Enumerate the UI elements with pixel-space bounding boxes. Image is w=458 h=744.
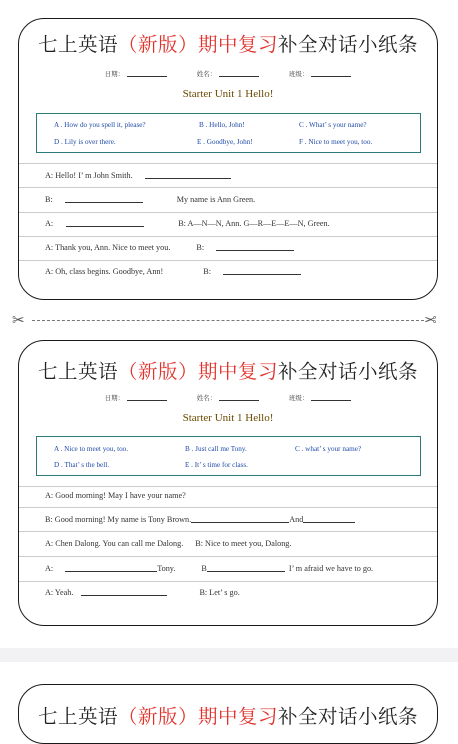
divider xyxy=(19,556,437,557)
answer-blank[interactable] xyxy=(216,249,294,251)
answer-blank[interactable] xyxy=(81,594,167,596)
dialogue-line-5: A: Oh, class begins. Goodbye, Ann! B: xyxy=(45,267,301,276)
options-box xyxy=(36,436,421,476)
option-c: C . what’ s your name? xyxy=(295,445,362,453)
divider xyxy=(19,187,437,188)
option-f: F . Nice to meet you, too. xyxy=(299,138,373,146)
answer-blank[interactable] xyxy=(303,521,355,523)
divider xyxy=(19,486,437,487)
class-field: 班级： xyxy=(289,69,352,78)
divider xyxy=(19,581,437,582)
dialogue-line-4: A: Thank you, Ann. Nice to meet you. B: xyxy=(45,243,294,252)
dialogue-line-3: A: B: A—N—N, Ann. G—R—E—E—N, Green. xyxy=(45,219,330,228)
class-field: 班级： xyxy=(289,393,352,402)
option-e: E . Goodbye, John! xyxy=(197,138,253,146)
option-a: A . Nice to meet you, too. xyxy=(54,445,129,453)
student-info-row xyxy=(19,69,437,78)
dialogue-line-2: B: My name is Ann Green. xyxy=(45,195,256,204)
divider xyxy=(19,531,437,532)
option-c: C . What’ s your name? xyxy=(299,121,367,129)
option-b: B . Just call me Tony. xyxy=(185,445,247,453)
card-title: 七上英语（新版）期中复习补全对话小纸条 xyxy=(37,705,419,728)
option-e: E . It’ s time for class. xyxy=(185,461,248,469)
option-b: B . Hello, John! xyxy=(199,121,245,129)
date-field: 日期： xyxy=(105,69,168,78)
answer-blank[interactable] xyxy=(65,201,143,203)
card-title: 七上英语（新版）期中复习补全对话小纸条 xyxy=(37,360,419,383)
dialogue-line-3: A: Chen Dalong. You can call me Dalong. B: Nice to meet you, Dalong. xyxy=(45,539,292,548)
divider xyxy=(19,163,437,164)
answer-blank[interactable] xyxy=(65,570,157,572)
scissors-icon: ✂ xyxy=(12,313,25,329)
options-box xyxy=(36,113,421,153)
dialogue-line-1: A: Hello! I’ m John Smith. xyxy=(45,171,231,180)
answer-blank[interactable] xyxy=(223,273,301,275)
option-a: A . How do you spell it, please? xyxy=(54,121,146,129)
scissors-icon: ✂ xyxy=(424,313,437,329)
page-gap xyxy=(0,648,458,662)
dialogue-card-2 xyxy=(18,340,438,626)
title-part-1: 七上英语 xyxy=(37,33,118,56)
card-title xyxy=(19,29,437,57)
dialogue-line-1: A: Good morning! May I have your name? xyxy=(45,491,186,500)
title-part-red: （新版）期中复习 xyxy=(117,33,278,56)
dialogue-line-2: B: Good morning! My name is Tony Brown. And xyxy=(45,515,355,524)
cut-line xyxy=(32,320,424,321)
dialogue-line-4: A: Tony. B I’ m afraid we have to go. xyxy=(45,564,374,573)
unit-heading: Starter Unit 1 Hello! xyxy=(182,412,274,424)
divider xyxy=(19,507,437,508)
student-info-row xyxy=(19,393,437,402)
option-d: D . That’ s the bell. xyxy=(54,461,110,469)
answer-blank[interactable] xyxy=(191,521,289,523)
dialogue-card-1 xyxy=(18,18,438,300)
dialogue-line-5: A: Yeah. B: Let’ s go. xyxy=(45,588,240,597)
divider xyxy=(19,236,437,237)
dialogue-card-3 xyxy=(18,684,438,744)
divider xyxy=(19,260,437,261)
answer-blank[interactable] xyxy=(66,225,144,227)
date-field: 日期： xyxy=(105,393,168,402)
name-field: 姓名： xyxy=(197,69,260,78)
answer-blank[interactable] xyxy=(145,177,231,179)
title-part-2: 补全对话小纸条 xyxy=(278,33,419,56)
answer-blank[interactable] xyxy=(207,570,285,572)
divider xyxy=(19,212,437,213)
option-d: D . Lily is over there. xyxy=(54,138,116,146)
unit-heading: Starter Unit 1 Hello! xyxy=(182,88,274,100)
name-field: 姓名： xyxy=(197,393,260,402)
